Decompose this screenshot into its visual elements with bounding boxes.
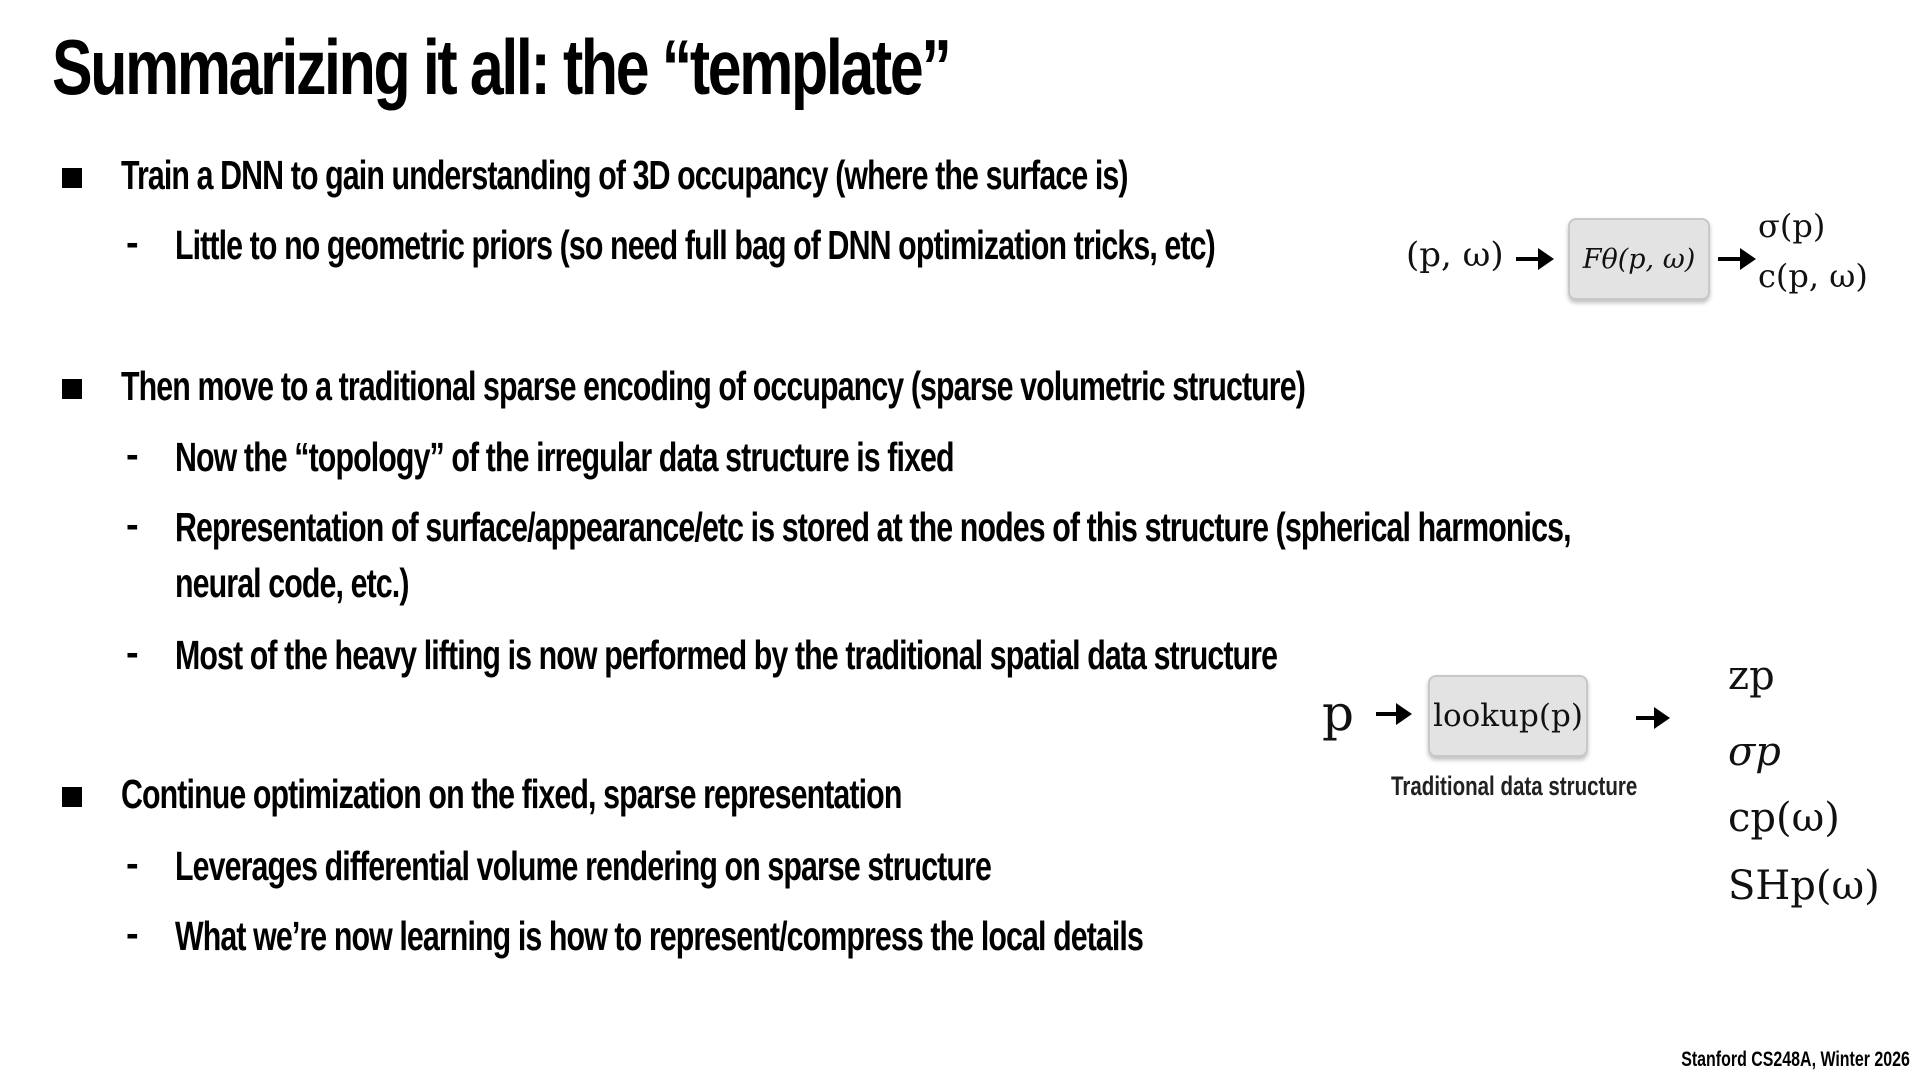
- sub-bullet-text: Most of the heavy lifting is now performed by the traditional spatial data structure: [175, 632, 1278, 678]
- arrow-right-icon: [1376, 712, 1398, 716]
- sub-bullet-text: Leverages differential volume rendering on sparse structure: [175, 843, 991, 889]
- output-sigma: σp: [1728, 729, 1781, 775]
- arrow-right-icon: [1636, 716, 1656, 720]
- bullet-square: [62, 787, 82, 807]
- bullet-text: Continue optimization on the fixed, sparse representation: [121, 771, 902, 817]
- sub-bullet-text: Representation of surface/appearance/etc is stored at the nodes of this structure (spherical harmonics,: [175, 504, 1571, 550]
- slide-title: Summarizing it all: the “template”: [52, 23, 950, 111]
- data-structure-caption: Traditional data structure: [1391, 771, 1638, 801]
- diagram-output-sigma: σ(p): [1758, 207, 1826, 245]
- sub-bullet-dash: -: [126, 434, 139, 476]
- sub-bullet-text: Now the “topology” of the irregular data structure is fixed: [175, 434, 954, 480]
- diagram-output-color: c(p, ω): [1758, 257, 1868, 295]
- output-spherical-harmonics: SHp(ω): [1728, 863, 1880, 909]
- sub-bullet-dash: -: [126, 632, 139, 674]
- sub-bullet-dash: -: [126, 222, 139, 264]
- sub-bullet-dash: -: [126, 843, 139, 885]
- bullet-text: Train a DNN to gain understanding of 3D occupancy (where the surface is): [121, 152, 1128, 198]
- output-color: cp(ω): [1728, 795, 1840, 841]
- diagram-input-p: p: [1322, 684, 1355, 742]
- arrow-right-icon: [1516, 257, 1540, 261]
- bullet-text: Then move to a traditional sparse encoding of occupancy (sparse volumetric structure): [121, 363, 1305, 409]
- lookup-function-box: lookup(p): [1428, 675, 1588, 757]
- diagram-input-p-omega: (p, ω): [1406, 235, 1504, 275]
- sub-bullet-dash: -: [126, 504, 139, 546]
- sub-bullet-text-continued: neural code, etc.): [175, 560, 409, 606]
- sub-bullet-text: What we’re now learning is how to represent/compress the local details: [175, 913, 1143, 959]
- bullet-square: [62, 168, 82, 188]
- sub-bullet-text: Little to no geometric priors (so need full bag of DNN optimization tricks, etc): [175, 222, 1215, 268]
- sub-bullet-dash: -: [126, 913, 139, 955]
- arrow-right-icon: [1718, 257, 1742, 261]
- neural-function-box: Fθ(p, ω): [1568, 218, 1710, 300]
- bullet-square: [62, 379, 82, 399]
- course-footer: Stanford CS248A, Winter 2026: [1681, 1048, 1910, 1071]
- output-z: zp: [1728, 653, 1775, 699]
